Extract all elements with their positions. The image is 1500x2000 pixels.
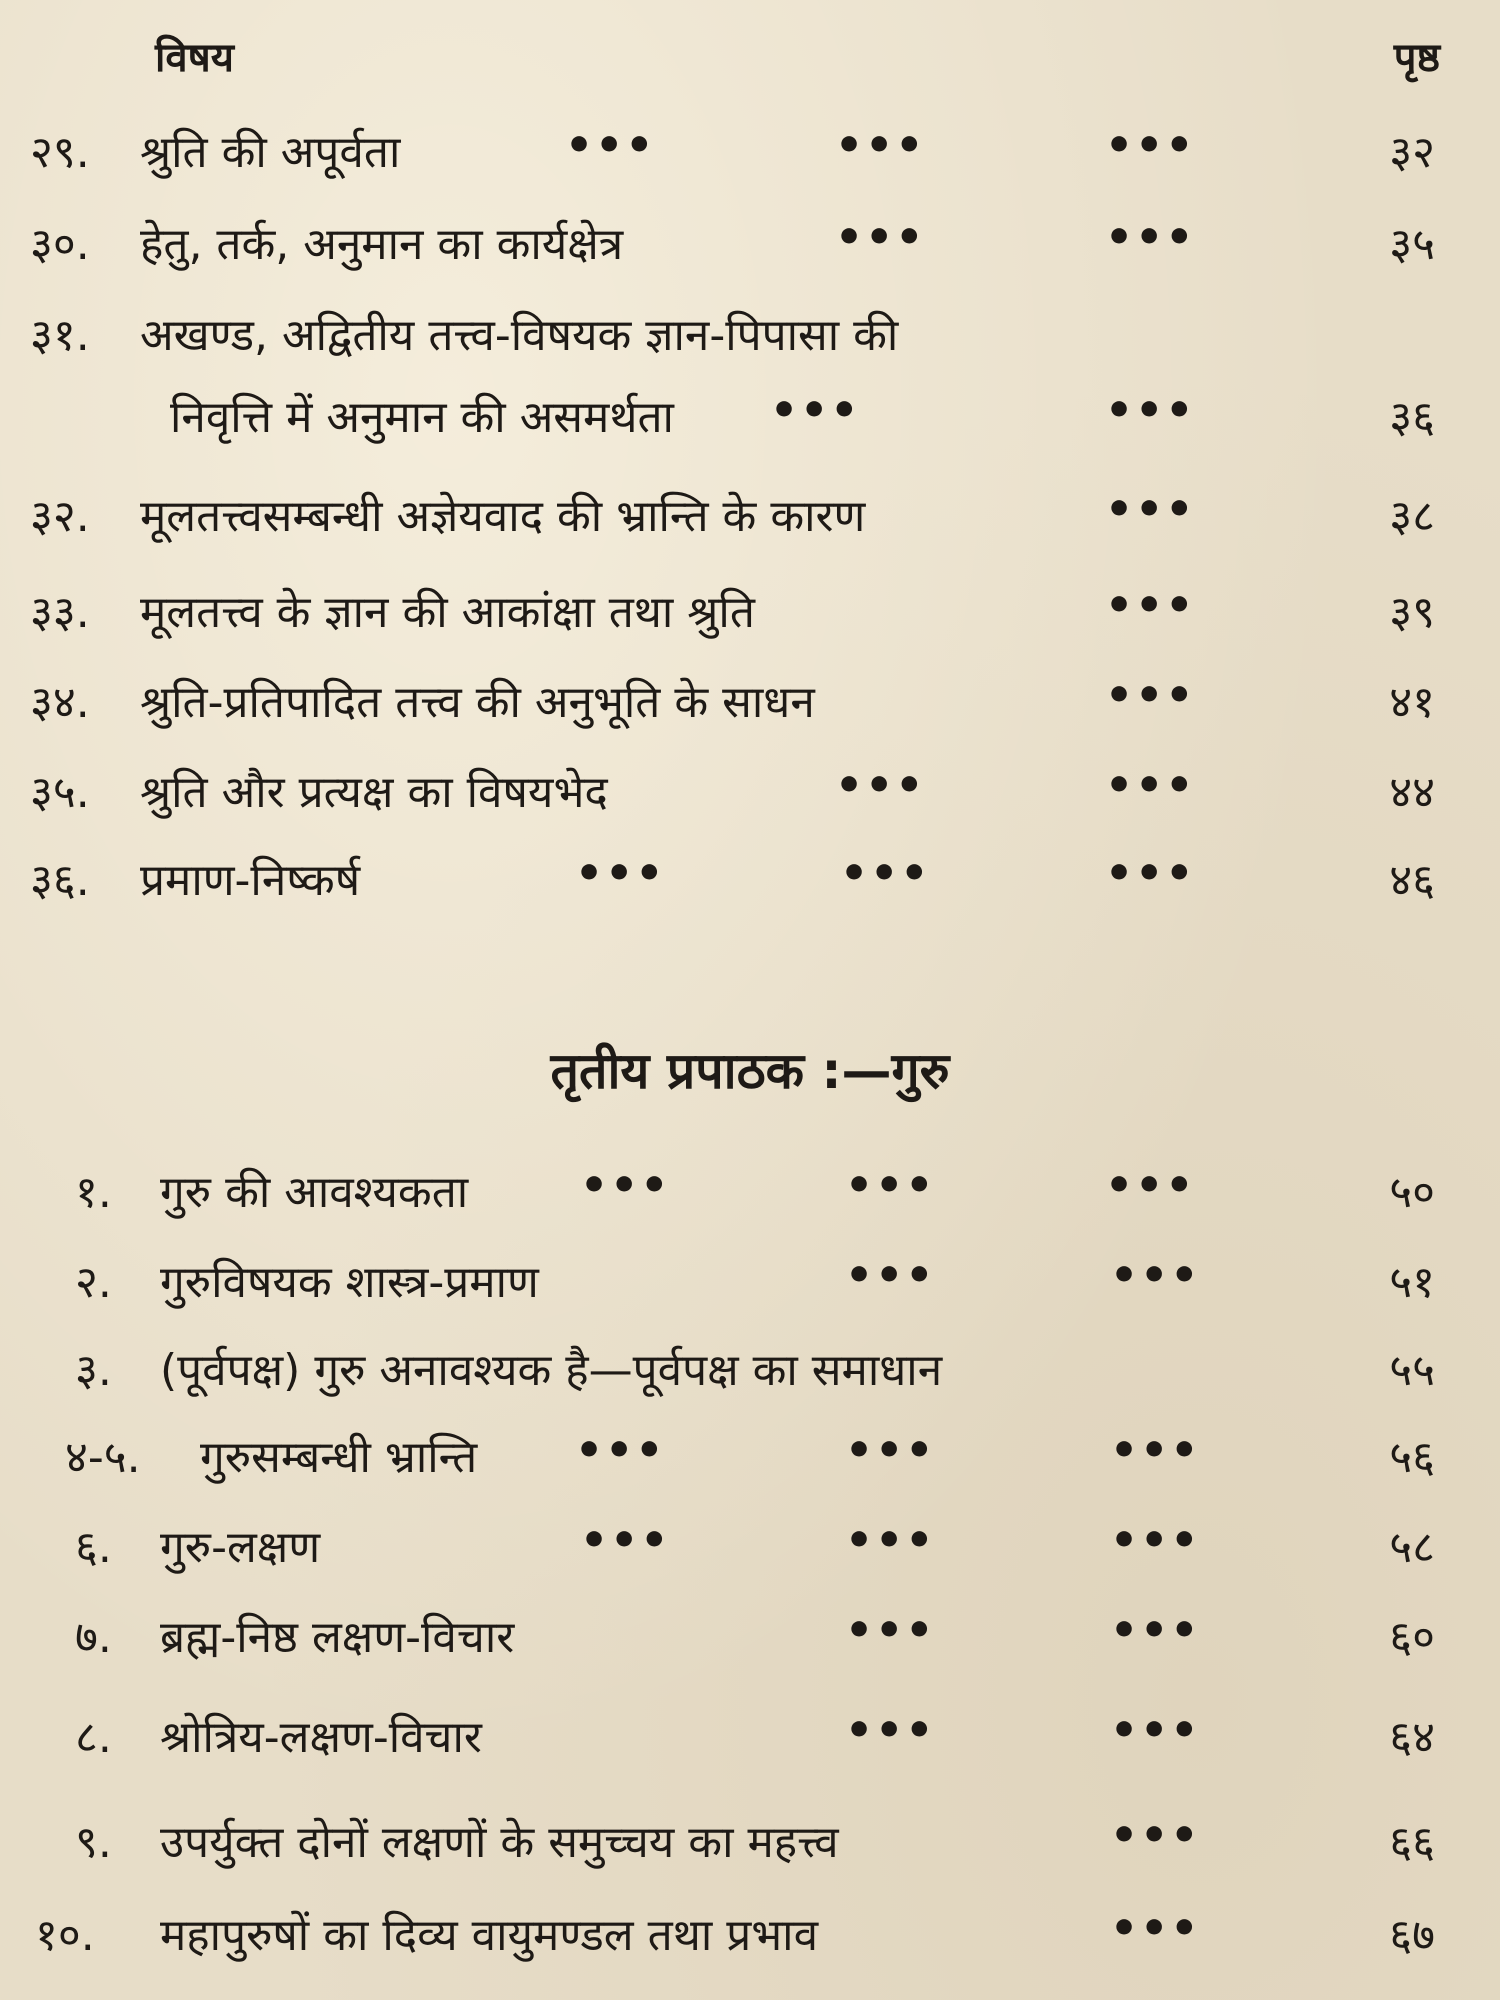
entry-title: गुरुविषयक शास्त्र-प्रमाण [160, 1257, 539, 1308]
toc-entry-continuation [0, 385, 1500, 455]
entry-title-continued: निवृत्ति में अनुमान की असमर्थता [170, 392, 674, 443]
entry-page: ५५ [1389, 1345, 1435, 1396]
leader-dots: ••• [845, 1160, 936, 1211]
entry-number: ३६. [30, 855, 90, 906]
leader-dots: ••• [845, 1425, 936, 1476]
entry-page: ४६ [1389, 855, 1435, 906]
leader-dots: ••• [1105, 670, 1196, 721]
entry-page: ६४ [1389, 1712, 1435, 1763]
leader-dots: ••• [845, 1605, 936, 1656]
toc-entry [0, 1605, 1500, 1675]
leader-dots: ••• [1105, 120, 1196, 171]
entry-number: २९. [30, 127, 90, 178]
toc-entry [0, 580, 1500, 650]
leader-dots: ••• [835, 760, 926, 811]
entry-title: श्रुति-प्रतिपादित तत्त्व की अनुभूति के साधन [140, 677, 815, 728]
toc-entry [0, 670, 1500, 740]
entry-title: प्रमाण-निष्कर्ष [140, 855, 361, 906]
leader-dots: ••• [1105, 760, 1196, 811]
toc-entry [0, 1903, 1500, 1973]
leader-dots: ••• [1105, 1160, 1196, 1211]
toc-entry [0, 303, 1500, 373]
section-heading: तृतीय प्रपाठक :—गुरु [550, 1042, 950, 1100]
entry-page: ४४ [1389, 767, 1435, 818]
entry-number: १०. [35, 1910, 95, 1961]
entry-title: हेतु, तर्क, अनुमान का कार्यक्षेत्र [140, 219, 624, 270]
entry-title: अखण्ड, अद्वितीय तत्त्व-विषयक ज्ञान-पिपासा की [140, 310, 899, 361]
entry-title: गुरु की आवश्यकता [160, 1167, 469, 1218]
toc-entry [0, 1425, 1500, 1495]
leader-dots: ••• [575, 848, 666, 899]
leader-dots: ••• [1110, 1605, 1201, 1656]
toc-entry [0, 1338, 1500, 1408]
leader-dots: ••• [580, 1160, 671, 1211]
entry-page: ६७ [1389, 1910, 1435, 1961]
subject-column-label: विषय [155, 35, 234, 81]
toc-entry [0, 484, 1500, 554]
leader-dots: ••• [565, 120, 656, 171]
entry-number: ३२. [30, 491, 90, 542]
entry-title: (पूर्वपक्ष) गुरु अनावश्यक है—पूर्वपक्ष का समाधान [160, 1345, 943, 1396]
entry-page: ६६ [1389, 1817, 1435, 1868]
entry-number: ८. [75, 1712, 112, 1763]
entry-title: श्रुति और प्रत्यक्ष का विषयभेद [140, 767, 608, 818]
toc-entry [0, 1160, 1500, 1230]
entry-title: श्रुति की अपूर्वता [140, 127, 401, 178]
leader-dots: ••• [840, 848, 931, 899]
entry-page: ३८ [1389, 491, 1435, 542]
entry-page: ५० [1389, 1167, 1435, 1218]
leader-dots: ••• [835, 212, 926, 263]
leader-dots: ••• [1110, 1250, 1201, 1301]
entry-number: ३. [75, 1345, 112, 1396]
leader-dots: ••• [845, 1250, 936, 1301]
leader-dots: ••• [575, 1425, 666, 1476]
toc-entry [0, 1705, 1500, 1775]
toc-entry [0, 212, 1500, 282]
entry-page: ५१ [1389, 1257, 1435, 1308]
toc-entry [0, 1515, 1500, 1585]
entry-title: मूलतत्त्व के ज्ञान की आकांक्षा तथा श्रुति [140, 587, 755, 638]
entry-page: ३५ [1389, 219, 1435, 270]
toc-entry [0, 760, 1500, 830]
entry-title: गुरु-लक्षण [160, 1522, 321, 1573]
entry-page: ३९ [1389, 587, 1435, 638]
entry-number: ६. [75, 1522, 112, 1573]
entry-number: ४-५. [65, 1432, 141, 1483]
leader-dots: ••• [1110, 1810, 1201, 1861]
leader-dots: ••• [1105, 580, 1196, 631]
leader-dots: ••• [835, 120, 926, 171]
entry-number: ३३. [30, 587, 90, 638]
leader-dots: ••• [1110, 1425, 1201, 1476]
entry-number: २. [75, 1257, 112, 1308]
entry-title: ब्रह्म-निष्ठ लक्षण-विचार [160, 1612, 515, 1663]
entry-page: ४१ [1389, 677, 1435, 728]
leader-dots: ••• [1110, 1515, 1201, 1566]
entry-title: श्रोत्रिय-लक्षण-विचार [160, 1712, 482, 1763]
toc-entry [0, 1810, 1500, 1880]
entry-page: ५८ [1389, 1522, 1435, 1573]
leader-dots: ••• [770, 385, 861, 436]
toc-entry [0, 120, 1500, 190]
entry-title: मूलतत्त्वसम्बन्धी अज्ञेयवाद की भ्रान्ति के कारण [140, 491, 866, 542]
leader-dots: ••• [1110, 1705, 1201, 1756]
entry-page: ३२ [1389, 127, 1435, 178]
page-column-label: पृष्ठ [1393, 35, 1440, 81]
leader-dots: ••• [580, 1515, 671, 1566]
entry-page: ३६ [1389, 392, 1435, 443]
entry-title: महापुरुषों का दिव्य वायुमण्डल तथा प्रभाव [160, 1910, 819, 1961]
entry-number: ७. [75, 1612, 112, 1663]
entry-title: गुरुसम्बन्धी भ्रान्ति [200, 1432, 478, 1483]
entry-number: ३१. [30, 310, 90, 361]
toc-header [0, 28, 1500, 88]
entry-title: उपर्युक्त दोनों लक्षणों के समुच्चय का महत्त्व [160, 1817, 839, 1868]
entry-page: ६० [1389, 1612, 1435, 1663]
leader-dots: ••• [845, 1705, 936, 1756]
entry-number: १. [75, 1167, 112, 1218]
entry-page: ५६ [1389, 1432, 1435, 1483]
leader-dots: ••• [1110, 1903, 1201, 1954]
entry-number: ३४. [30, 677, 90, 728]
leader-dots: ••• [1105, 385, 1196, 436]
leader-dots: ••• [1105, 484, 1196, 535]
leader-dots: ••• [1105, 848, 1196, 899]
leader-dots: ••• [845, 1515, 936, 1566]
toc-entry [0, 1250, 1500, 1320]
toc-entry [0, 848, 1500, 918]
leader-dots: ••• [1105, 212, 1196, 263]
entry-number: ३५. [30, 767, 90, 818]
entry-number: ९. [75, 1817, 112, 1868]
entry-number: ३०. [30, 219, 90, 270]
